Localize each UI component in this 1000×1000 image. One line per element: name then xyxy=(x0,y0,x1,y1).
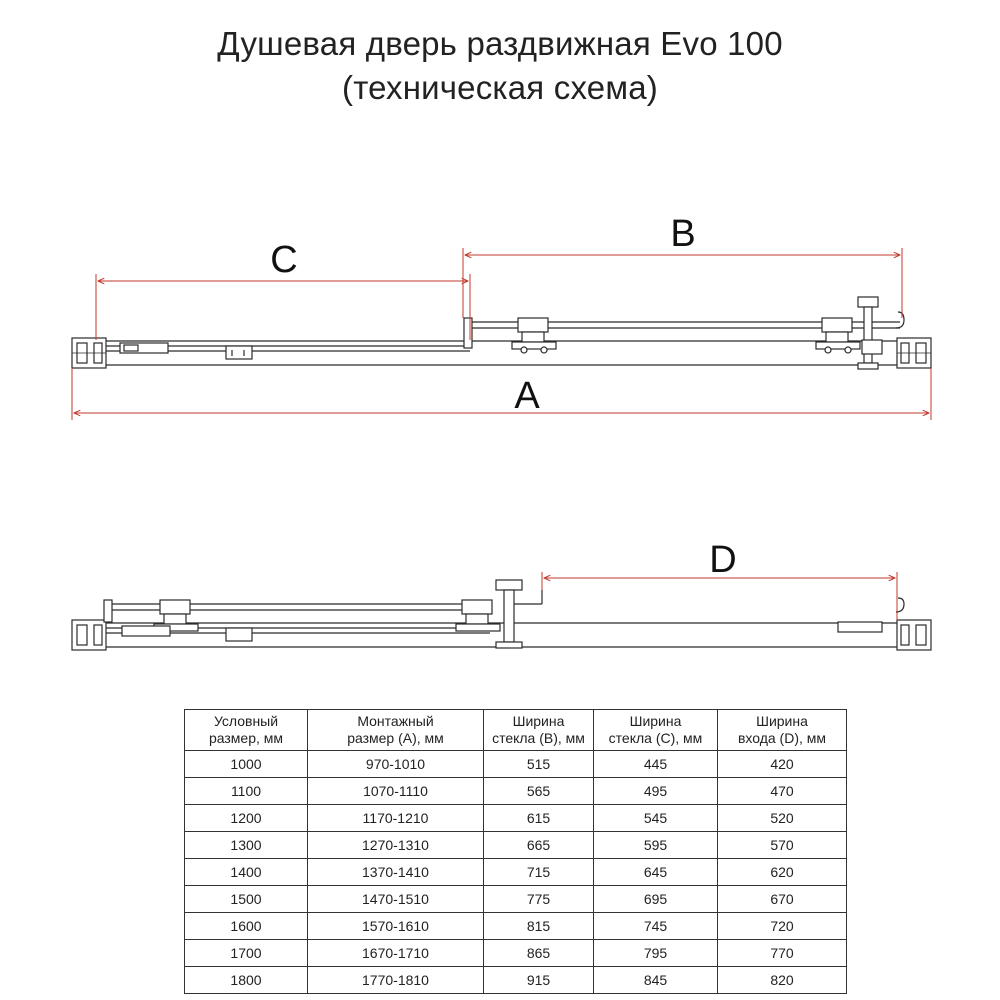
diagram-title: Душевая дверь раздвижная Evo 100 xyxy=(217,25,783,62)
table-cell: 1400 xyxy=(185,859,308,886)
table-cell: 1670-1710 xyxy=(308,940,484,967)
table-cell: 715 xyxy=(484,859,594,886)
table-cell: 1070-1110 xyxy=(308,778,484,805)
table-cell: 745 xyxy=(594,913,718,940)
table-cell: 1370-1410 xyxy=(308,859,484,886)
table-cell: 915 xyxy=(484,967,594,994)
fixed-glass-panel xyxy=(106,343,470,359)
table-cell: 470 xyxy=(718,778,847,805)
table-cell: 645 xyxy=(594,859,718,886)
left-wall-profile-open xyxy=(72,620,106,650)
table-cell: 1500 xyxy=(185,886,308,913)
table-cell: 515 xyxy=(484,751,594,778)
table-cell: 970-1010 xyxy=(308,751,484,778)
table-cell: 420 xyxy=(718,751,847,778)
header-mounting-size: Монтажный размер (A), мм xyxy=(308,710,484,751)
dimension-b-label: B xyxy=(670,213,696,255)
table-cell: 665 xyxy=(484,832,594,859)
dimension-c-label: C xyxy=(270,239,298,281)
table-row xyxy=(185,805,847,832)
table-cell: 1600 xyxy=(185,913,308,940)
table-cell: 1800 xyxy=(185,967,308,994)
table-row xyxy=(185,940,847,967)
header-glass-width-c: Ширина стекла (C), мм xyxy=(594,710,718,751)
bottom-view-open xyxy=(72,580,931,650)
table-cell: 545 xyxy=(594,805,718,832)
table-row xyxy=(185,778,847,805)
table-cell: 670 xyxy=(718,886,847,913)
header-nominal-size: Условный размер, мм xyxy=(185,710,308,751)
sizes-table xyxy=(184,709,847,994)
diagram-subtitle: (техническая схема) xyxy=(342,69,658,106)
table-cell: 775 xyxy=(484,886,594,913)
table-cell: 795 xyxy=(594,940,718,967)
table-cell: 1700 xyxy=(185,940,308,967)
table-cell: 1770-1810 xyxy=(308,967,484,994)
table-cell: 695 xyxy=(594,886,718,913)
table-cell: 495 xyxy=(594,778,718,805)
table-cell: 720 xyxy=(718,913,847,940)
table-cell: 1200 xyxy=(185,805,308,832)
table-cell: 1300 xyxy=(185,832,308,859)
table-cell: 815 xyxy=(484,913,594,940)
table-row xyxy=(185,832,847,859)
table-cell: 1000 xyxy=(185,751,308,778)
table-cell: 865 xyxy=(484,940,594,967)
dimension-a xyxy=(72,368,931,420)
table-cell: 445 xyxy=(594,751,718,778)
table-cell: 595 xyxy=(594,832,718,859)
table-row xyxy=(185,967,847,994)
table-cell: 1470-1510 xyxy=(308,886,484,913)
table-cell: 1270-1310 xyxy=(308,832,484,859)
table-cell: 570 xyxy=(718,832,847,859)
dimension-c xyxy=(96,274,470,340)
table-cell: 845 xyxy=(594,967,718,994)
table-cell: 565 xyxy=(484,778,594,805)
table-cell: 615 xyxy=(484,805,594,832)
dimension-d-label: D xyxy=(709,539,737,581)
top-view-closed xyxy=(72,297,931,369)
table-cell: 1170-1210 xyxy=(308,805,484,832)
dimension-b xyxy=(463,248,902,318)
table-cell: 620 xyxy=(718,859,847,886)
table-row xyxy=(185,913,847,940)
dimension-a-label: A xyxy=(514,375,540,417)
table-cell: 1100 xyxy=(185,778,308,805)
right-wall-profile-open xyxy=(897,620,931,650)
left-wall-profile xyxy=(72,338,106,368)
table-row xyxy=(185,886,847,913)
sliding-glass-panel xyxy=(464,297,904,369)
table-cell: 820 xyxy=(718,967,847,994)
table-cell: 1570-1610 xyxy=(308,913,484,940)
table-cell: 520 xyxy=(718,805,847,832)
table-row xyxy=(185,751,847,778)
table-row xyxy=(185,859,847,886)
right-wall-profile xyxy=(897,338,931,368)
table-cell: 770 xyxy=(718,940,847,967)
header-entry-width-d: Ширина входа (D), мм xyxy=(718,710,847,751)
table-header-row xyxy=(185,710,847,751)
header-glass-width-b: Ширина стекла (B), мм xyxy=(484,710,594,751)
